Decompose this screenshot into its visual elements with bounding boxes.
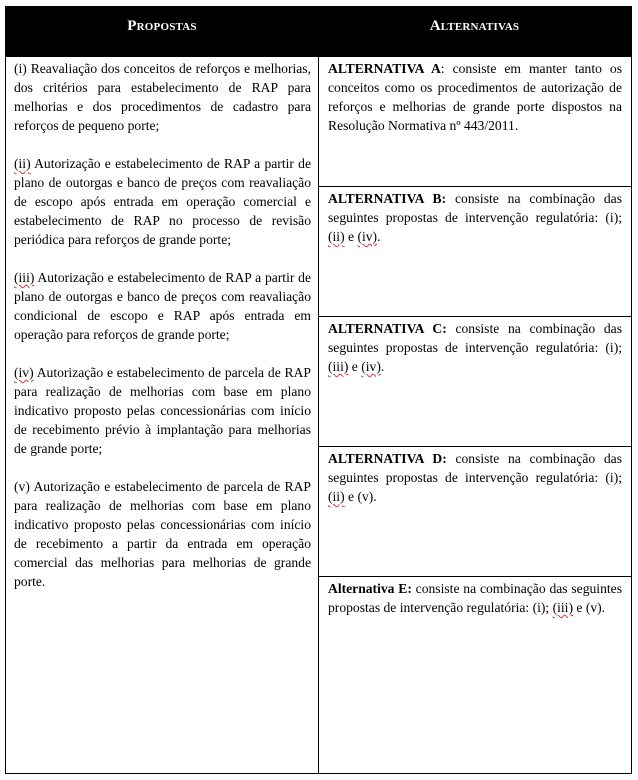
- alternative-d: [319, 447, 631, 577]
- proposal-ii: [14, 154, 311, 249]
- alternative-text: consiste em manter tanto os conceitos como os procedimentos de autorização de reforços e melhorias de grande porte dispostos na Resolução Normativa nº 443/2011.: [328, 61, 622, 133]
- proposal-ref: (iii): [328, 359, 349, 374]
- proposal-iii: [14, 268, 311, 344]
- alternative-text: consiste na combinação das seguintes propostas de intervenção regulatória: (i);: [328, 191, 622, 225]
- proposal-ref: (iv): [361, 359, 381, 374]
- alternative-label: ALTERNATIVA B:: [328, 191, 447, 206]
- proposal-text: Autorização e estabelecimento de RAP a partir de plano de outorgas e banco de preços com reavaliação condicional de escopo e RAP após entrada em operação para reforços de grande porte;: [14, 270, 311, 342]
- proposal-i: [14, 59, 311, 135]
- alternative-label: ALTERNATIVA C:: [328, 321, 447, 336]
- proposal-text: Autorização e estabelecimento de RAP a partir de plano de outorgas e banco de preços com reavaliação de escopo após entrada em operação comercial e estabelecimento de RAP no processo de revisão periódica para reforços de grande porte;: [14, 156, 311, 247]
- alternative-e: [319, 577, 631, 773]
- proposal-v: [14, 477, 311, 591]
- header-propostas: Propostas: [127, 18, 197, 34]
- proposal-marker: (iii): [14, 270, 35, 285]
- alternative-text: e: [348, 359, 362, 374]
- alternative-label: Alternativa E:: [328, 581, 412, 596]
- proposals-column: [14, 59, 311, 610]
- alternative-text: .: [377, 229, 381, 244]
- proposal-ref: (iii): [552, 600, 573, 615]
- alternative-text: consiste na combinação das seguintes propostas de intervenção regulatória: (i);: [328, 581, 622, 615]
- proposal-marker: (ii): [14, 156, 31, 171]
- alternative-text: e: [344, 229, 358, 244]
- proposal-ref: (iv): [357, 229, 378, 244]
- table-header: [6, 7, 631, 57]
- proposal-text: (v) Autorização e estabelecimento de parcela de RAP para realização de melhorias com base em plano indicativo proposto pelas concessionárias com início de recebimento a partir da entrada em operação comercial das melhorias para melhorias de grande porte.: [14, 479, 311, 589]
- proposal-ref: (ii): [328, 229, 345, 244]
- alternative-sep: :: [440, 61, 445, 76]
- proposal-text: (i) Reavaliação dos conceitos de reforços e melhorias, dos critérios para estabelecimento de RAP para melhorias e dos procedimentos de cadastro para reforços de pequeno porte;: [14, 61, 311, 133]
- alternative-text: consiste na combinação das seguintes propostas de intervenção regulatória: (i);: [328, 321, 622, 355]
- alternative-text: e (v).: [572, 600, 606, 615]
- alternative-text: .: [380, 359, 385, 374]
- proposal-ref: (ii): [328, 489, 345, 504]
- alternative-a: [319, 57, 631, 187]
- alternative-text: consiste na combinação das seguintes propostas de intervenção regulatória: (i);: [328, 451, 622, 485]
- proposal-text: Autorização e estabelecimento de parcela de RAP para realização de melhorias com base em plano indicativo proposto pelas concessionárias com início de recebimento prévio à implantação para melhorias de grande porte;: [14, 365, 311, 456]
- alternative-c: [319, 317, 631, 447]
- proposal-marker: (iv): [14, 365, 34, 380]
- proposal-iv: [14, 363, 311, 458]
- alternative-text: e (v).: [344, 489, 377, 504]
- proposals-alternatives-table: [5, 6, 632, 774]
- alternative-label: ALTERNATIVA D:: [328, 451, 447, 466]
- alternative-label: ALTERNATIVA A: [328, 61, 441, 76]
- alternative-b: [319, 187, 631, 317]
- header-alternativas: Alternativas: [429, 18, 520, 34]
